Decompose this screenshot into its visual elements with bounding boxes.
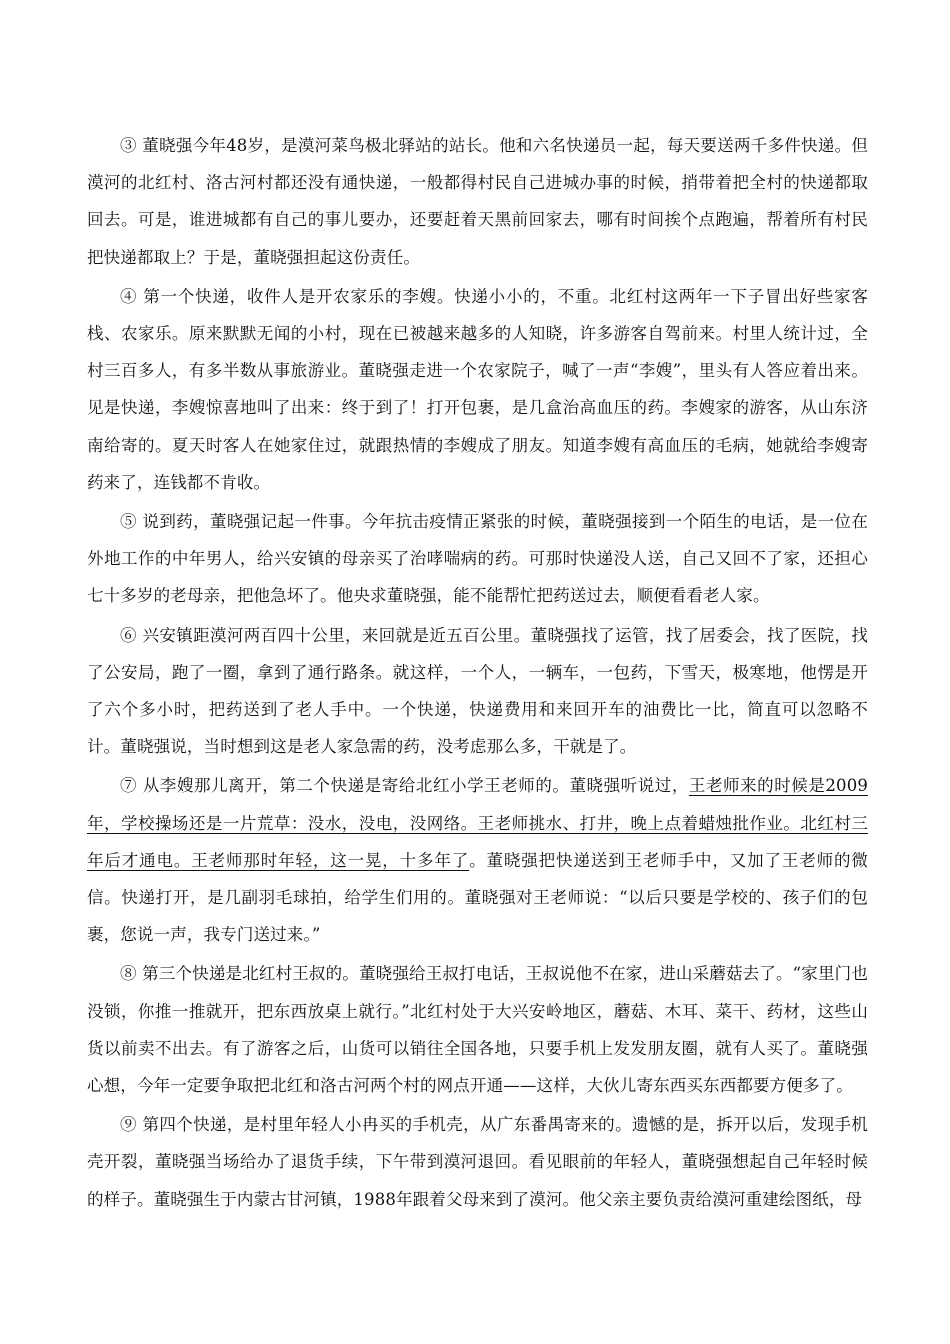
paragraph-5: ⑤ 说到药，董晓强记起一件事。今年抗击疫情正紧张的时候，董晓强接到一个陌生的电话，是一位在外地工作的中年男人，给兴安镇的母亲买了治哮喘病的药。可那时快递没人送，自己又回不了家，还担心七十多岁的老母亲，把他急坏了。他央求董晓强，能不能帮忙把药送过去，顺便看看老人家。 <box>87 512 868 606</box>
paragraph-8: ⑧ 第三个快递是北红村王叔的。董晓强给王叔打电话，王叔说他不在家，进山采蘑菇去了。“家里门也没锁，你推一推就开，把东西放桌上就行。”北红村处于大兴安岭地区，蘑菇、木耳、菜干、药材，这些山货以前卖不出去。有了游客之后，山货可以销往全国各地，只要手机上发发朋友圈，就有人买了。董晓强心想，今年一定要争取把北红和洛古河两个村的网点开通——这样，大伙儿寄东西买东西都要方便多了。 <box>87 964 868 1096</box>
paragraph-4: ④ 第一个快递，收件人是开农家乐的李嫂。快递小小的，不重。北红村这两年一下子冒出好些家客栈、农家乐。原来默默无闻的小村，现在已被越来越多的人知晓，许多游客自驾前来。村里人统计过，全村三百多人，有多半数从事旅游业。董晓强走进一个农家院子，喊了一声“李嫂”，里头有人答应着出来。见是快递，李嫂惊喜地叫了出来：终于到了！打开包裹，是几盒治高血压的药。李嫂家的游客，从山东济南给寄的。夏天时客人在她家住过，就跟热情的李嫂成了朋友。知道李嫂有高血压的毛病，她就给李嫂寄药来了，连钱都不肯收。 <box>87 286 868 492</box>
paragraph-7-lead: ⑦ 从李嫂那儿离开，第二个快递是寄给北红小学王老师的。董晓强听说过， <box>120 776 689 796</box>
paragraph-3: ③ 董晓强今年48岁，是漠河菜鸟极北驿站的站长。他和六名快递员一起，每天要送两千多件快递。但漠河的北红村、洛古河村都还没有通快递，一般都得村民自己进城办事的时候，捎带着把全村的快递都取回去。可是，谁进城都有自己的事儿要办，还要赶着天黑前回家去，哪有时间挨个点跑遍，帮着所有村民把快递都取上？于是，董晓强担起这份责任。 <box>87 136 868 267</box>
paragraph-6: ⑥ 兴安镇距漠河两百四十公里，来回就是近五百公里。董晓强找了运管，找了居委会，找了医院，找了公安局，跑了一圈，拿到了通行路条。就这样，一个人，一辆车，一包药，下雪天，极寒地，他愣是开了六个多小时，把药送到了老人手中。一个快递，快递费用和来回开车的油费比一比，简直可以忽略不计。董晓强说，当时想到这是老人家急需的药，没考虑那么多，干就是了。 <box>87 625 868 757</box>
paragraph-9: ⑨ 第四个快递，是村里年轻人小冉买的手机壳，从广东番禺寄来的。遗憾的是，拆开以后，发现手机壳开裂，董晓强当场给办了退货手续，下午带到漠河退回。看见眼前的年轻人，董晓强想起自己年轻时候的样子。董晓强生于内蒙古甘河镇，1988年跟着父母来到了漠河。他父亲主要负责给漠河重建绘图纸，母 <box>87 1115 868 1209</box>
paragraph-7 <box>87 767 868 953</box>
paragraph-7-tail: 。董晓强把快递送到王老师手中，又加了王老师的微信。快递打开，是几副羽毛球拍，给学生们用的。董晓强对王老师说：“以后只要是学校的、孩子们的包裹，您说一声，我专门送过来。” <box>87 850 868 945</box>
underlined-passage: 王老师来的时候是2009年，学校操场还是一片荒草：没水，没电，没网络。王老师挑水、打井，晚上点着蜡烛批作业。北红村三年后才通电。王老师那时年轻，这一晃，十多年了 <box>87 776 868 870</box>
